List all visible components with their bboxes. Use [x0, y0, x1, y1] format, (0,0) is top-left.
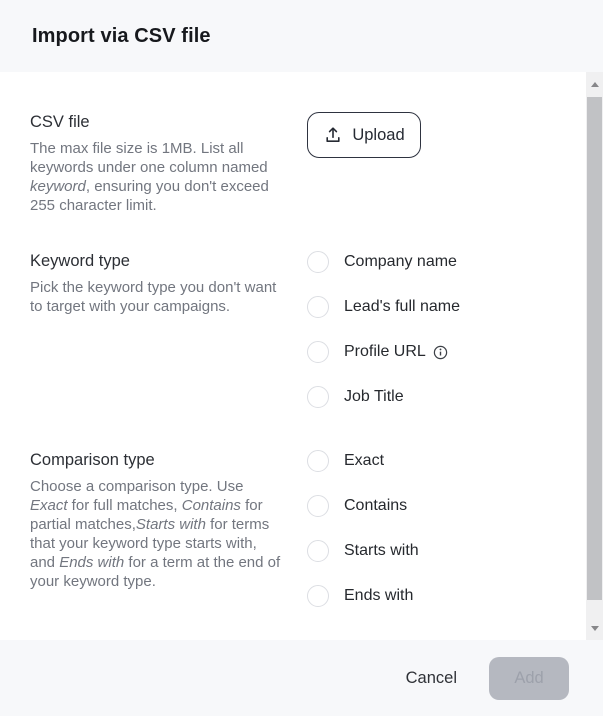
radio-button[interactable]: [307, 341, 329, 363]
cancel-button[interactable]: Cancel: [402, 661, 461, 696]
section-comparison-type: [30, 450, 556, 607]
radio-option-ends-with[interactable]: [307, 585, 556, 607]
radio-option-company-name[interactable]: [307, 251, 556, 273]
radio-option-job-title[interactable]: [307, 386, 556, 408]
radio-button[interactable]: [307, 251, 329, 273]
section-csv-file: [30, 112, 556, 215]
radio-option-leads-full-name[interactable]: [307, 296, 556, 318]
radio-option-profile-url[interactable]: [307, 341, 556, 363]
modal-title: Import via CSV file: [32, 24, 211, 47]
keyword-type-heading: Keyword type: [30, 252, 130, 270]
radio-option-contains[interactable]: [307, 495, 556, 517]
modal-body-content: [0, 72, 603, 607]
comparison-type-radio-group: [307, 450, 556, 607]
modal-body: [0, 72, 603, 640]
radio-option-label: Company name: [344, 253, 457, 270]
csv-file-description: The max file size is 1MB. List all keywords under one column named keyword, ensuring you don't exceed 255 character limit.: [30, 140, 269, 214]
radio-option-starts-with[interactable]: [307, 540, 556, 562]
modal-header: [0, 0, 603, 72]
radio-option-exact[interactable]: [307, 450, 556, 472]
radio-option-label: Starts with: [344, 542, 419, 559]
keyword-type-text-column: [30, 251, 307, 408]
scroll-down-arrow-icon[interactable]: [586, 618, 603, 638]
comparison-type-heading: Comparison type: [30, 451, 155, 469]
radio-button[interactable]: [307, 540, 329, 562]
radio-option-label: Profile URL: [344, 343, 426, 360]
section-keyword-type: [30, 251, 556, 408]
scroll-up-arrow-icon[interactable]: [586, 74, 603, 94]
radio-button[interactable]: [307, 585, 329, 607]
radio-button[interactable]: [307, 296, 329, 318]
add-button[interactable]: Add: [489, 657, 569, 700]
radio-button[interactable]: [307, 450, 329, 472]
upload-button[interactable]: [307, 112, 421, 158]
keyword-type-description: Pick the keyword type you don't want to target with your campaigns.: [30, 279, 277, 315]
radio-option-label: Contains: [344, 497, 408, 514]
comparison-type-description: Choose a comparison type. Use Exact for full matches, Contains for partial matches,Starts with for terms that your keyword type starts with, and Ends with for a term at the end of your keyword type.: [30, 478, 281, 590]
radio-button[interactable]: [307, 386, 329, 408]
keyword-type-radio-group: [307, 251, 556, 408]
vertical-scrollbar[interactable]: [586, 72, 603, 640]
csv-file-text-column: [30, 112, 307, 215]
radio-option-label: Ends with: [344, 587, 414, 604]
radio-option-label: Lead's full name: [344, 298, 461, 315]
modal-footer: [0, 640, 603, 716]
upload-button-label: Upload: [352, 125, 405, 144]
scrollbar-thumb[interactable]: [587, 97, 602, 600]
radio-option-label: Job Title: [344, 388, 404, 405]
info-icon[interactable]: [433, 345, 448, 360]
csv-file-control-column: [307, 112, 556, 215]
radio-button[interactable]: [307, 495, 329, 517]
csv-file-heading: CSV file: [30, 113, 90, 131]
radio-option-label: Exact: [344, 452, 385, 469]
comparison-type-text-column: [30, 450, 307, 607]
upload-icon: [323, 125, 343, 145]
